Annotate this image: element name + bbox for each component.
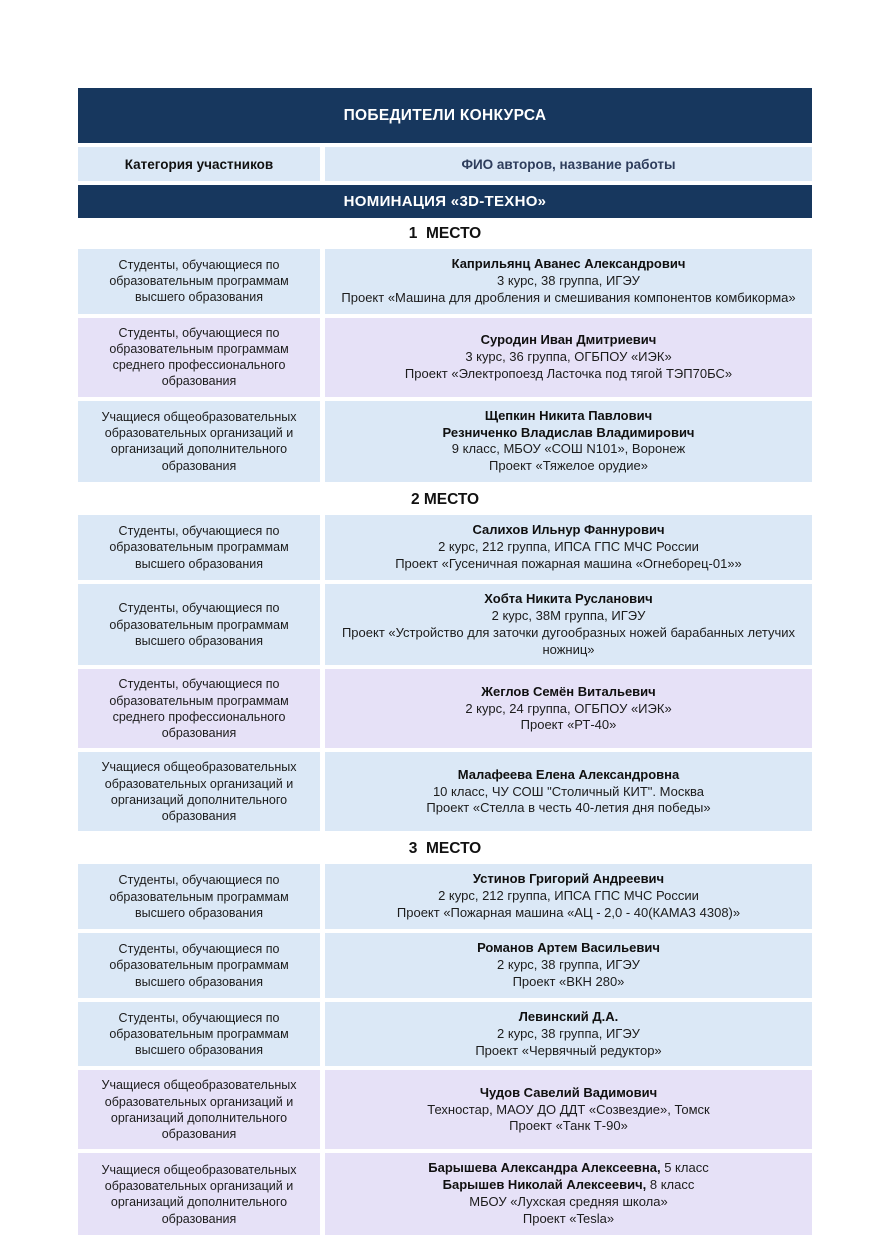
winner-cell — [325, 318, 812, 397]
winner-detail: Проект «Электропоезд Ласточка под тягой ТЭП70БС» — [404, 365, 733, 381]
winner-name: Каприльянц Аванес Александрович — [451, 256, 686, 271]
winner-name: Суродин Иван Дмитриевич — [480, 331, 657, 347]
winner-detail: Проект «Тяжелое орудие» — [489, 458, 648, 474]
winner-cell — [325, 669, 812, 748]
page-title: ПОБЕДИТЕЛИ КОНКУРСА — [343, 106, 547, 124]
winner-detail: 2 курс, 38М группа, ИГЭУ — [491, 607, 646, 623]
winner-name: Резниченко Владислав Владимирович — [442, 424, 695, 440]
winner-cell — [325, 752, 812, 831]
category-cell: Учащиеся общеобразовательных образовательных организаций и организаций дополнительного образования — [78, 752, 320, 831]
winner-name: Хобта Никита Русланович — [484, 590, 653, 606]
winner-detail: 2 курс, 212 группа, ИПСА ГПС МЧС России — [438, 888, 699, 904]
winner-name: Романов Артем Васильевич — [477, 940, 660, 956]
winner-detail: Проект «Танк Т-90» — [509, 1118, 628, 1134]
winner-cell — [325, 401, 812, 483]
table-row — [78, 1153, 812, 1235]
winner-detail: Проект «Гусеничная пожарная машина «Огнеборец-01»» — [395, 556, 742, 572]
column-header-row — [78, 147, 812, 181]
winner-name: Устинов Григорий Андреевич — [472, 871, 665, 887]
winner-name: Малафеева Елена Александровна — [457, 766, 680, 782]
winner-detail: Проект «Стелла в честь 40-летия дня победы» — [426, 800, 711, 816]
winner-detail: Проект «РТ-40» — [520, 717, 617, 733]
category-cell: Учащиеся общеобразовательных образовательных организаций и организаций дополнительного образования — [78, 1070, 320, 1149]
winner-cell — [325, 515, 812, 580]
table-row — [78, 584, 812, 666]
table-row — [78, 515, 812, 580]
table-row — [78, 401, 812, 483]
winner-cell — [325, 1070, 812, 1149]
table-row — [78, 752, 812, 831]
table-row — [78, 318, 812, 397]
table-row — [78, 249, 812, 314]
winner-detail: Техностар, МАОУ ДО ДДТ «Созвездие», Томск — [427, 1101, 710, 1117]
winner-detail: Проект «Устройство для заточки дугообразных ножей барабанных летучих ножниц» — [341, 624, 796, 657]
category-cell: Студенты, обучающиеся по образовательным программам среднего профессионального образования — [78, 318, 320, 397]
winner-cell — [325, 933, 812, 998]
winner-detail: 9 класс, МБОУ «СОШ N101», Воронеж — [451, 441, 686, 457]
winner-cell — [325, 584, 812, 666]
column-header-category: Категория участников — [78, 147, 320, 181]
sections — [78, 220, 812, 1235]
winner-name: Левинский Д.А. — [518, 1008, 619, 1024]
category-cell: Студенты, обучающиеся по образовательным программам высшего образования — [78, 515, 320, 580]
table-row — [78, 933, 812, 998]
place-heading: 2 МЕСТО — [410, 491, 480, 509]
winner-detail: 2 курс, 38 группа, ИГЭУ — [497, 1025, 640, 1041]
winner-detail: Проект «Машина для дробления и смешивания компонентов комбикорма» — [341, 289, 796, 305]
winner-detail: 2 курс, 212 группа, ИПСА ГПС МЧС России — [438, 539, 699, 555]
winner-name: Барышев Николай Алексеевич, 8 класс — [442, 1177, 695, 1193]
winner-detail: 3 курс, 38 группа, ИГЭУ — [497, 272, 640, 288]
winner-cell — [325, 864, 812, 929]
winner-name: Щепкин Никита Павлович — [484, 407, 653, 423]
winner-name: Жеглов Семён Витальевич — [481, 683, 656, 699]
place-heading: 3 МЕСТО — [408, 840, 482, 858]
winner-detail: Проект «Пожарная машина «АЦ - 2,0 - 40(КАМАЗ 4308)» — [396, 905, 741, 921]
winner-name: Салихов Ильнур Фаннурович — [472, 522, 665, 538]
nomination-band — [78, 185, 812, 218]
table-row — [78, 1002, 812, 1067]
winners-table — [78, 88, 812, 1239]
winner-cell — [325, 1002, 812, 1067]
category-cell: Студенты, обучающиеся по образовательным программам среднего профессионального образования — [78, 669, 320, 748]
header-band — [78, 88, 812, 143]
winner-detail: МБОУ «Лухская средняя школа» — [469, 1194, 668, 1210]
table-row — [78, 864, 812, 929]
winner-detail: Проект «ВКН 280» — [512, 973, 625, 989]
table-row — [78, 669, 812, 748]
table-row — [78, 1070, 812, 1149]
column-header-authors: ФИО авторов, название работы — [325, 147, 812, 181]
winner-detail: Проект «Tesla» — [522, 1211, 615, 1227]
category-cell: Студенты, обучающиеся по образовательным программам высшего образования — [78, 864, 320, 929]
winner-detail: 10 класс, ЧУ СОШ "Столичный КИТ". Москва — [432, 783, 705, 799]
nomination-title: НОМИНАЦИЯ «3D-ТЕХНО» — [343, 193, 547, 210]
winner-name: Барышева Александра Алексеевна, 5 класс — [428, 1160, 709, 1176]
winner-detail: 3 курс, 36 группа, ОГБПОУ «ИЭК» — [465, 348, 672, 364]
winner-detail: 2 курс, 38 группа, ИГЭУ — [497, 957, 640, 973]
category-cell: Учащиеся общеобразовательных образовательных организаций и организаций дополнительного образования — [78, 401, 320, 483]
category-cell: Учащиеся общеобразовательных образовательных организаций и организаций дополнительного образования — [78, 1153, 320, 1235]
winner-detail: Проект «Червячный редуктор» — [475, 1042, 662, 1058]
category-cell: Студенты, обучающиеся по образовательным программам высшего образования — [78, 933, 320, 998]
winner-cell — [325, 1153, 812, 1235]
category-cell: Студенты, обучающиеся по образовательным программам высшего образования — [78, 584, 320, 666]
winner-name: Чудов Савелий Вадимович — [479, 1084, 658, 1100]
winner-cell — [325, 249, 812, 314]
place-heading: 1 МЕСТО — [408, 225, 482, 242]
winner-detail: 2 курс, 24 группа, ОГБПОУ «ИЭК» — [465, 700, 672, 716]
category-cell: Студенты, обучающиеся по образовательным программам высшего образования — [78, 249, 320, 314]
category-cell: Студенты, обучающиеся по образовательным программам высшего образования — [78, 1002, 320, 1067]
